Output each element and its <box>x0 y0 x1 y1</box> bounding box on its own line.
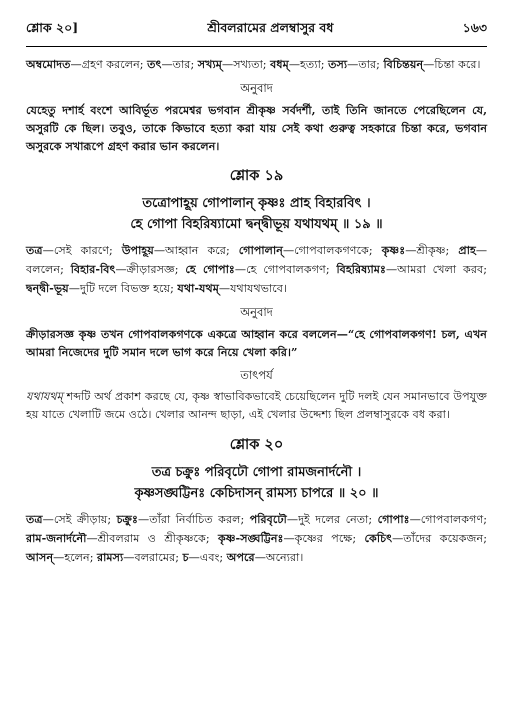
syn-word: চ <box>182 550 189 564</box>
syn-word: চক্রুঃ <box>116 512 138 526</box>
translation-heading: অনুবাদ <box>240 81 273 95</box>
syn-word: বিচিন্তয়ন্ <box>383 57 424 71</box>
syn-word: পরিবৃঢৌ <box>249 512 287 526</box>
syn-meaning: —গ্রহণ করলেন; <box>70 58 148 71</box>
synonyms-prev-verse <box>26 55 487 74</box>
verse-line: কৃষ্ণসঙ্ঘট্টিনঃ কেচিদাসন্ রামস্য চাপরে ॥ ২০ ॥ <box>134 486 379 501</box>
syn-word: বধম্ <box>270 57 289 71</box>
syn-meaning: —শ্রীবলরাম ও শ্রীকৃষ্ণকে; <box>86 532 219 545</box>
syn-meaning: —এবং; <box>188 551 227 564</box>
syn-meaning: —দুটি দলে বিভক্ত হয়ে; <box>68 282 178 295</box>
header-rule <box>26 46 487 47</box>
verse-line: তত্রোপাহূয় গোপালান্ কৃষ্ণঃ প্রাহ বিহারবিৎ । <box>142 196 371 211</box>
syn-meaning: —হলেন; <box>53 551 98 564</box>
page-number: ১৬৩ <box>462 20 487 35</box>
syn-word: যথা-যথম্ <box>177 281 219 295</box>
syn-meaning: —দুই দলের নেতা; <box>286 513 378 526</box>
syn-word: গোপাঃ <box>377 512 410 526</box>
syn-meaning: —আহ্বান করে; <box>153 244 239 257</box>
purport-heading: তাৎপর্য <box>240 368 273 382</box>
syn-meaning: —কৃষ্ণের পক্ষে; <box>283 532 365 545</box>
syn-word: আসন্ <box>26 550 54 564</box>
syn-word: রাম-জনার্দনৌ <box>26 531 87 545</box>
syn-word: বিহরিষ্যামঃ <box>336 262 386 276</box>
verse-line: তত্র চক্রুঃ পরিবৃঢৌ গোপা রামজনার্দনৌ । <box>151 465 362 480</box>
syn-word: কৃষ্ণঃ <box>381 243 406 257</box>
syn-meaning: —সখ্যতা; <box>222 58 271 71</box>
header-chapter-title: শ্রীবলরামের প্রলম্বাসুর বধ <box>207 20 334 35</box>
syn-word: তৎ <box>147 57 162 71</box>
syn-meaning: —তাঁদের কয়েকজন; <box>392 532 487 545</box>
synonyms <box>26 241 487 298</box>
syn-meaning: —বললেন; <box>26 244 488 276</box>
purport-body: শব্দটি অর্থ প্রকাশ করছে যে, কৃষ্ণ স্বাভাবিকভাবেই চেয়েছিলেন দুটি দলই যেন সমানভাবে উপযুক্ত হয় যাতে খেলাটি জমে ওঠে। খেলার আনন্দ ছাড়া, এই খেলার উদ্দেশ্য ছিল প্রলম্বাসুরকে বধ করা। <box>26 390 487 421</box>
syn-meaning: —বলরামের; <box>123 551 183 564</box>
verse-line: হে গোপা বিহরিষ্যামো দ্বন্দ্বীভূয় যথাযথম্ ॥ ১৯ ॥ <box>130 217 383 232</box>
purport-text <box>26 388 487 424</box>
purport-keyword: যথাযথম্ <box>26 390 63 403</box>
verse-heading: শ্লোক ১৯ <box>229 167 284 184</box>
syn-word: বিহার-বিৎ <box>70 262 116 276</box>
syn-meaning: —যথাযথভাবে। <box>218 282 288 295</box>
syn-word: উপাহূয় <box>121 243 154 257</box>
syn-meaning: —তার; <box>161 58 198 71</box>
syn-meaning: —অন্যেরা। <box>254 551 304 564</box>
verse-text <box>26 193 487 235</box>
syn-word: তত্র <box>26 243 43 257</box>
syn-word: কৃষ্ণ-সঙ্ঘট্টিনঃ <box>218 531 284 545</box>
syn-word: গোপালান্ <box>238 243 283 257</box>
syn-word: রামস্য <box>97 550 124 564</box>
verse-text <box>26 462 487 504</box>
syn-meaning: —হত্যা; <box>288 58 329 71</box>
syn-word: কেচিৎ <box>364 531 393 545</box>
translation-text: ক্রীড়ারসজ্ঞ কৃষ্ণ তখন গোপবালকগণকে একত্রে আহ্বান করে বললেন—“হে গোপবালকগণ! চল, এখন আমরা নিজেদের দুটি সমান দলে ভাগ করে নিয়ে খেলা করি।” <box>26 327 487 359</box>
syn-word: অপরে <box>226 550 255 564</box>
syn-meaning: —আমরা খেলা করব; <box>385 263 487 276</box>
header-verse-ref: শ্লোক ২০] <box>26 20 79 35</box>
translation-text: যেহেতু দশার্হ বংশে আবির্ভূত পরমেশ্বর ভগবান শ্রীকৃষ্ণ সর্বদর্শী, তাই তিনি জানতে পেরেছিলেন যে, অসুরটি কে ছিল। তবুও, তাকে কিভাবে হত্যা করা যায় সেই কথা গুরুত্ব সহকারে চিন্তা করে, ভগবান অসুরকে সখারূপে গ্রহণ করার ভান করলেন। <box>26 103 487 153</box>
syn-meaning: —গোপবালকগণকে; <box>282 244 382 257</box>
syn-meaning: —হে গোপবালকগণ; <box>234 263 337 276</box>
translation-heading: অনুবাদ <box>240 305 273 319</box>
syn-word: দ্বন্দ্বী-ভূয় <box>26 281 69 295</box>
syn-meaning: —চিন্তা করে। <box>423 58 481 71</box>
syn-word: অম্বমোদত <box>26 57 71 71</box>
running-header <box>26 0 487 40</box>
syn-word: প্রাহ <box>458 243 476 257</box>
syn-meaning: —সেই কারণে; <box>42 244 122 257</box>
syn-meaning: —ক্রীড়ারসজ্ঞ; <box>115 263 186 276</box>
syn-meaning: —সেই ক্রীড়ায়; <box>42 513 117 526</box>
syn-meaning: —তাঁরা নির্বাচিত করল; <box>138 513 250 526</box>
verse-heading: শ্লোক ২০ <box>229 436 284 453</box>
syn-meaning: —গোপবালকগণ; <box>409 513 487 526</box>
syn-word: তস্য <box>328 57 348 71</box>
syn-meaning: —তার; <box>347 58 384 71</box>
syn-word: তত্র <box>26 512 43 526</box>
synonyms <box>26 510 487 567</box>
syn-word: সখ্যম্ <box>197 57 222 71</box>
syn-word: হে গোপাঃ <box>185 262 235 276</box>
syn-meaning: —শ্রীকৃষ্ণ; <box>405 244 459 257</box>
